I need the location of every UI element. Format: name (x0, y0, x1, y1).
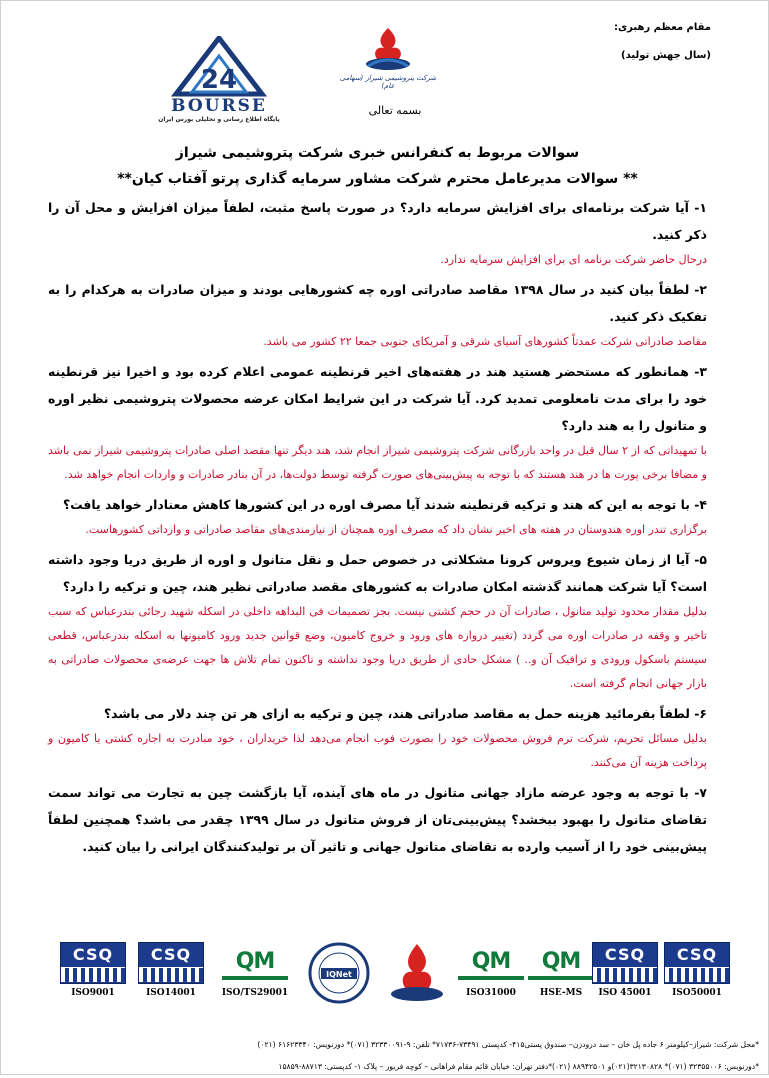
bourse-triangle-icon (158, 36, 280, 98)
document-title: سوالات مربوط به کنفرانس خبری شرکت پتروشیمی شیراز (175, 145, 580, 161)
cert-label: ISO9001 (71, 988, 115, 998)
footer-fax-line: *دورنویس: ۳۲۳۵۵۰۰۶ (۰۷۱)* ۳۲۱۳۰۸۲۸(۰۲۱)و ۸۸۹۴۲۵۰۱ (۰۲۱)*دفتر تهران: خیابان قائم مقام فراهانی – کوچه فریور – پلاک ۱- کدپستی: ۸۸۷۱۳-۱۵۸۵۹ (278, 1062, 759, 1071)
petrochemical-flame-icon (338, 26, 438, 72)
qm-logo-icon: QM (458, 942, 524, 980)
cert-flame-logo (384, 942, 450, 1004)
cert-label: ISO/TS29001 (221, 988, 289, 998)
question-3: ٣- همانطور که مستحضر هستید هند در هفته‌های اخیر قرنطینه عمومی اعلام کرده بود و اخیرا نیز قرنطینه خود را برای مدت نامعلومی تمدید کرد. آیا شرکت در این شرایط امکان عرضه محصولات پتروشیمی نظیر اوره و متانول را به هند دارد؟ (48, 364, 707, 433)
svg-text:24: 24 (200, 65, 238, 95)
bourse-wordmark: BOURSE (171, 96, 267, 116)
leader-quote (614, 14, 711, 70)
document-subtitle: ** سوالات مدیرعامل محترم شرکت مشاور سرمایه گذاری پرتو آفتاب کیان** (117, 171, 638, 187)
answer-1: درحال حاضر شرکت برنامه ای برای افزایش سرمایه ندارد. (440, 253, 707, 266)
answer-6: بدلیل مسائل تحریم، شرکت ترم فروش محصولات خود را بصورت فوب انجام می‌دهد لذا خریداران ، خود مبادرت به اجاره کشتی یا کامیون و پرداخت هزینه آن می‌کنند. (48, 732, 707, 769)
answer-3: با تمهیداتی که از ٢ سال قبل در واحد بازرگانی شرکت پتروشیمی شیراز انجام شد، هند دیگر تنها مقصد اصلی صادرات پتروشیمی شیراز نمی باشد و مضافا برخی پورت ها در هند هستند که با توجه به پیش‌بینی‌های صورت گرفته توسط دولت‌ها، در آن بنادر صادرات و واردات انجام خواهد شد. (48, 444, 707, 481)
year-motto: (سال جهش تولید) (621, 50, 711, 61)
cert-iso14001 (138, 942, 204, 1004)
iqnet-seal-icon (307, 942, 371, 1004)
company-logo (338, 26, 438, 94)
answer-5: بدلیل مقدار محدود تولید متانول ، صادرات آن در حجم کشتی نیست. بجز تصمیمات فی البداهه داخلی در اسکله شهید رجائی بندرعباس که سبب تاخیر و وقفه در صادرات اوره می گردد (تغییر دروازه های ورود و خروج کامیون، وضع قوانین جدید ورود کامیونها به اسکله بندرعباس، قطعی سیستم باسکول ورودی و ترافیک آن و.. ) مشکل حادی از طریق دریا وجود نداشته و تاکنون تمام تلاش ها جهت عرضه‌ی محصولات صادراتی به بازار جهانی انجام گرفته است. (48, 605, 707, 690)
csq-logo-icon: CSQ (664, 942, 730, 984)
cert-iso50001 (664, 942, 730, 1004)
question-7: ٧- با توجه به وجود عرضه مازاد جهانی متانول در ماه های آینده، آیا بازگشت چین به تجارت می تواند سمت تقاضای متانول را بهبود ببخشد؟ پیش‌بینی‌تان از فروش متانول در سال ١٣٩٩ چقدر می باشد؟ همچنین لطفاً پیش‌بینی خود را از آسیب وارده به تقاضای متانول جهانی و تاثیر آن بر تولیدکنندگان ایرانی را بیان کنید. (48, 785, 707, 854)
cert-label: HSE-MS (539, 988, 583, 998)
footer-address-line: *محل شرکت: شیراز–کیلومتر ۶ جاده پل خان – سد درودزن– صندوق پستی۴۱۵- کدپستی ۷۳۴۹۱-۷۱۷۳۶* تلفن: ۹-۳۲۳۳۰۰۹۱ (۰۷۱)* دورنویس: ۶۱۶۲۳۳۴۰ (۰۲۱) (257, 1040, 759, 1049)
footer-contact (10, 1034, 759, 1078)
bourse-caption: پایگاه اطلاع رسانی و تحلیلی بورس ایران (158, 116, 280, 123)
cert-label: ISO14001 (146, 988, 196, 998)
qm-logo-icon: QM (222, 942, 288, 980)
question-5: ۵- آیا از زمان شیوع ویروس کرونا مشکلاتی در خصوص حمل و نقل متانول و اوره از طریق دریا وجود داشته است؟ آیا شرکت همانند گذشته امکان صادرات به کشورهای مقصد صادراتی نظیر هند، چین و ترکیه را دارد؟ (48, 552, 707, 594)
question-1: ١- آیا شرکت برنامه‌ای برای افزایش سرمایه دارد؟ در صورت پاسخ مثبت، لطفاً میزان افزایش و محل آن را ذکر کنید. (48, 200, 707, 242)
leader-title: مقام معظم رهبری: (613, 22, 711, 33)
csq-logo-icon: CSQ (60, 942, 126, 984)
cert-iqnet (306, 942, 372, 1004)
cert-iso9001 (60, 942, 126, 1004)
cert-label: ISO50001 (672, 988, 722, 998)
csq-logo-icon: CSQ (138, 942, 204, 984)
question-2: ٢- لطفاً بیان کنید در سال ١٣٩٨ مقاصد صادراتی اوره چه کشورهایی بودند و میزان صادرات به هرکدام را به تفکیک ذکر کنید. (48, 282, 707, 324)
document-body (48, 140, 707, 860)
cert-iso-ts29001 (222, 942, 288, 1004)
cert-iso31000 (458, 942, 524, 1004)
basmala: بسمه تعالی (368, 104, 422, 117)
certification-strip (54, 942, 722, 1008)
answer-4: برگزاری تندر اوره هندوستان در هفته های اخیر نشان داد که مصرف اوره همچنان از نیازمندی‌های مقاصد صادراتی و وارداتی کشورهاست. (85, 523, 707, 536)
qm-logo-icon: QM (528, 942, 594, 980)
cert-label: ISO 45001 (598, 988, 652, 998)
question-4: ۴- با توجه به این که هند و ترکیه قرنطینه شدند آیا مصرف اوره در این کشورها کاهش معنادار خواهد یافت؟ (62, 497, 707, 512)
cert-iso45001 (592, 942, 658, 1004)
answer-2: مقاصد صادراتی شرکت عمدتاً کشورهای آسیای شرقی و آمریکای جنوبی جمعا ٢٢ کشور می باشد. (263, 335, 707, 348)
csq-logo-icon: CSQ (592, 942, 658, 984)
bourse-logo (158, 36, 280, 126)
cert-label: ISO31000 (466, 988, 516, 998)
question-6: ۶- لطفاً بفرمائید هزینه حمل به مقاصد صادراتی هند، چین و ترکیه به ازای هر تن چند دلار می باشد؟ (103, 706, 707, 721)
company-caption: شرکت پتروشیمی شیراز (سهامی عام) (339, 74, 437, 90)
company-flame-icon (385, 942, 449, 1004)
svg-text:IQNet: IQNet (326, 970, 352, 979)
